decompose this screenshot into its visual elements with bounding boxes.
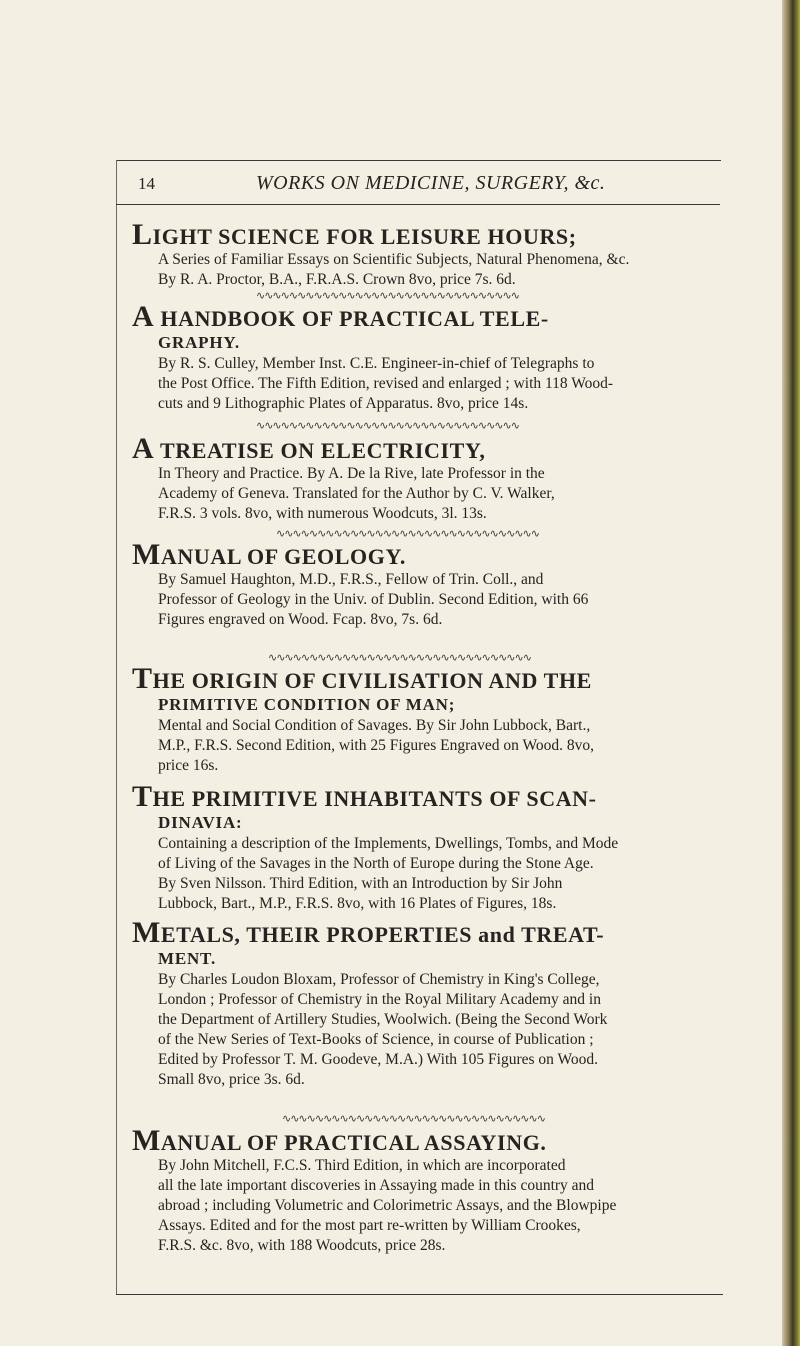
catalog-entry	[132, 916, 714, 1090]
entry-title-continued: MENT.	[158, 949, 216, 968]
entry-body: A Series of Familiar Essays on Scientific Subjects, Natural Phenomena, &c. By R. A. Proctor, B.A., F.R.A.S. Crown 8vo, price 7s. 6d.	[158, 251, 630, 288]
entry-title: A TREATISE ON ELECTRICITY,	[132, 432, 486, 465]
ornament-divider: ∿∿∿∿∿∿∿∿∿∿∿∿∿∿∿∿∿∿∿∿∿∿∿∿∿∿∿∿∿∿∿∿	[256, 422, 519, 430]
running-header	[124, 174, 720, 200]
ornament-divider: ∿∿∿∿∿∿∿∿∿∿∿∿∿∿∿∿∿∿∿∿∿∿∿∿∿∿∿∿∿∿∿∿	[276, 530, 539, 538]
page-number: 14	[138, 174, 155, 193]
catalog-entry	[132, 1124, 714, 1256]
header-rule	[116, 204, 720, 205]
entry-body: By John Mitchell, F.C.S. Third Edition, in which are incorporated all the late important discoveries in Assaying made in this country and abroad ; including Volumetric and Colorimetric Assays, and the Blowpipe Assays. Edited and for the most part re-written by William Crookes, F.R.S. &c. 8vo, with 188 Woodcuts, price 28s.	[158, 1157, 617, 1254]
entry-title: LIGHT SCIENCE FOR LEISURE HOURS;	[132, 218, 577, 251]
entry-body: By R. S. Culley, Member Inst. C.E. Engineer-in-chief of Telegraphs to the Post Office. The Fifth Edition, revised and enlarged ; with 118 Wood- cuts and 9 Lithographic Plates of Apparatus. 8vo, price 14s.	[158, 355, 614, 412]
entry-title-continued: GRAPHY.	[158, 333, 240, 352]
entry-title: A HANDBOOK OF PRACTICAL TELE-	[132, 300, 549, 333]
entry-body: Mental and Social Condition of Savages. By Sir John Lubbock, Bart., M.P., F.R.S. Second Edition, with 25 Figures Engraved on Wood. 8vo, price 16s.	[158, 717, 594, 774]
entry-title: THE ORIGIN OF CIVILISATION AND THE	[132, 662, 592, 695]
entry-title-continued: DINAVIA:	[158, 813, 243, 832]
entry-body: Containing a description of the Implements, Dwellings, Tombs, and Mode of Living of the Savages in the North of Europe during the Stone Age. By Sven Nilsson. Third Edition, with an Introduction by Sir John Lubbock, Bart., M.P., F.R.S. 8vo, with 16 Plates of Figures, 18s.	[158, 835, 619, 912]
entry-body: In Theory and Practice. By A. De la Rive, late Professor in the Academy of Geneva. Translated for the Author by C. V. Walker, F.R.S. 3 vols. 8vo, with numerous Woodcuts, 3l. 13s.	[158, 465, 555, 522]
frame-bottom-rule	[116, 1294, 723, 1295]
ornament-divider: ∿∿∿∿∿∿∿∿∿∿∿∿∿∿∿∿∿∿∿∿∿∿∿∿∿∿∿∿∿∿∿∿	[256, 292, 519, 300]
catalog-entry	[132, 538, 714, 630]
catalog-entry	[132, 432, 714, 524]
frame-left-rule	[116, 160, 117, 1295]
frame-top-rule	[116, 160, 721, 161]
catalog-entry	[132, 300, 714, 414]
catalog-entry	[132, 218, 714, 290]
entry-title: THE PRIMITIVE INHABITANTS OF SCAN-	[132, 780, 597, 813]
catalog-entry	[132, 662, 714, 776]
running-title: WORKS ON MEDICINE, SURGERY, &c.	[256, 172, 606, 194]
ornament-divider: ∿∿∿∿∿∿∿∿∿∿∿∿∿∿∿∿∿∿∿∿∿∿∿∿∿∿∿∿∿∿∿∿	[282, 1115, 545, 1123]
entry-title: MANUAL OF GEOLOGY.	[132, 538, 407, 571]
page-edge-shadow	[782, 0, 800, 1346]
entry-body: By Samuel Haughton, M.D., F.R.S., Fellow of Trin. Coll., and Professor of Geology in the Univ. of Dublin. Second Edition, with 66 Figures engraved on Wood. Fcap. 8vo, 7s. 6d.	[158, 571, 589, 628]
entry-title-continued: PRIMITIVE CONDITION OF MAN;	[158, 695, 456, 714]
ornament-divider: ∿∿∿∿∿∿∿∿∿∿∿∿∿∿∿∿∿∿∿∿∿∿∿∿∿∿∿∿∿∿∿∿	[268, 654, 531, 662]
entry-body: By Charles Loudon Bloxam, Professor of Chemistry in King's College, London ; Professor of Chemistry in the Royal Military Academy and in the Department of Artillery Studies, Woolwich. (Being the Second Work of the New Series of Text-Books of Science, in course of Publication ; Edited by Professor T. M. Goodeve, M.A.) With 105 Figures on Wood. Small 8vo, price 3s. 6d.	[158, 971, 608, 1088]
entry-title: MANUAL OF PRACTICAL ASSAYING.	[132, 1124, 547, 1157]
entry-title: METALS, THEIR PROPERTIES and TREAT-	[132, 916, 605, 949]
catalog-entry	[132, 780, 714, 914]
